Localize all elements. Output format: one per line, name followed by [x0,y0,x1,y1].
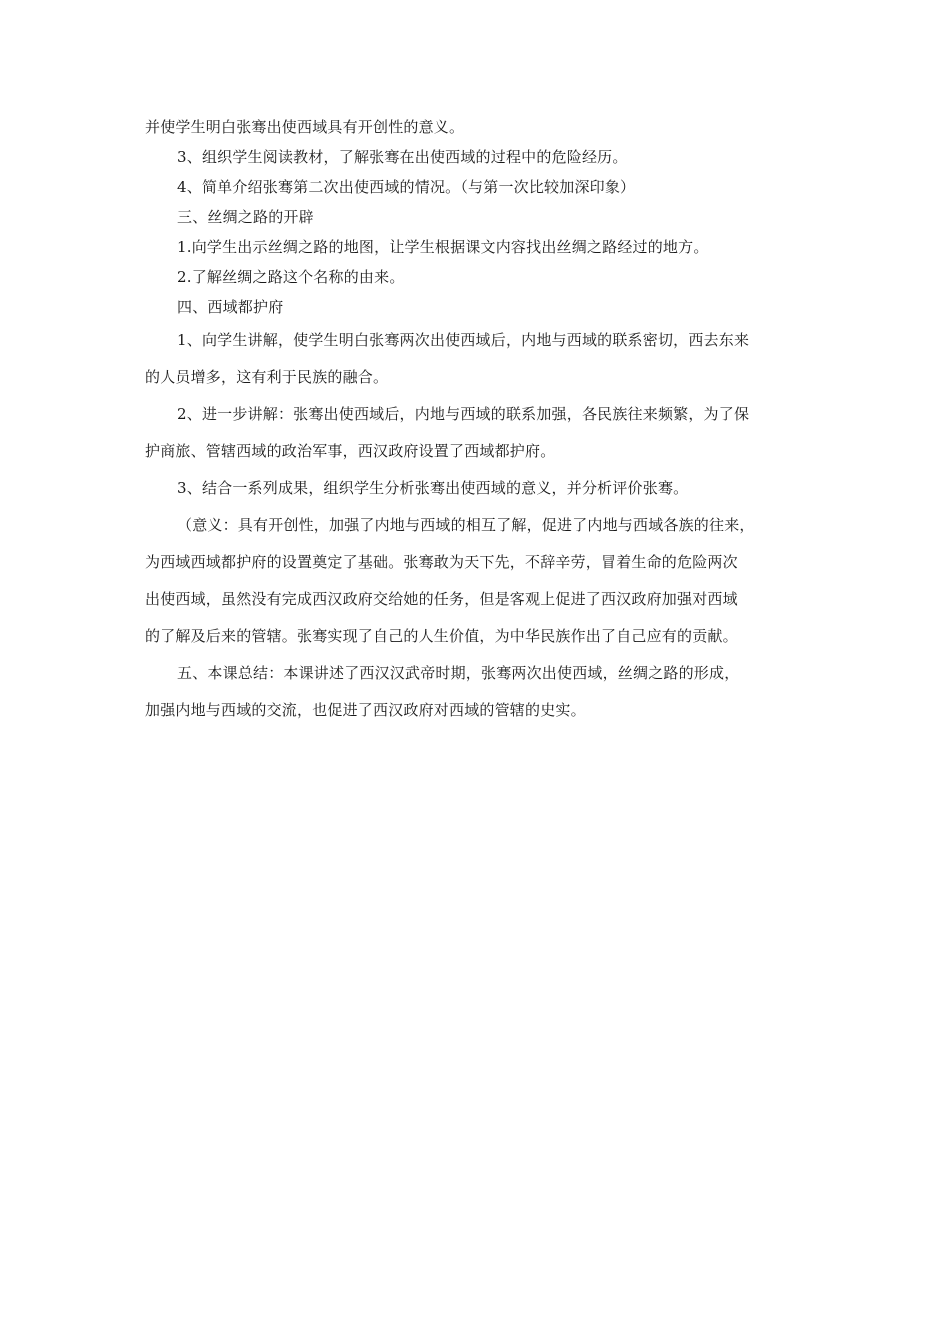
section-heading: 五、本课总结：本课讲述了西汉汉武帝时期，张骞两次出使西域，丝绸之路的形成， [177,664,740,682]
text-line: 加强内地与西域的交流，也促进了西汉政府对西域的管辖的史实。 [145,701,586,719]
text-line: 2、进一步讲解：张骞出使西域后，内地与西域的联系加强，各民族往来频繁，为了保 [177,405,750,423]
text-line: 的人员增多，这有利于民族的融合。 [145,368,389,386]
text-line: 并使学生明白张骞出使西域具有开创性的意义。 [145,118,465,136]
text-line: 3、结合一系列成果，组织学生分析张骞出使西域的意义，并分析评价张骞。 [177,479,689,497]
document-body [145,112,815,729]
section-heading: 四、西域都护府 [177,298,284,316]
text-line: 4、简单介绍张骞第二次出使西域的情况。（与第一次比较加深印象） [177,178,636,196]
text-line: 为西域西域都护府的设置奠定了基础。张骞敢为天下先，不辞辛劳，冒着生命的危险两次 [145,553,738,571]
text-line: 2.了解丝绸之路这个名称的由来。 [177,268,405,286]
section-heading: 三、丝绸之路的开辟 [177,208,314,226]
text-line: 1、向学生讲解，使学生明白张骞两次出使西域后，内地与西域的联系密切，西去东来 [177,331,750,349]
text-line: 护商旅、管辖西域的政治军事，西汉政府设置了西域都护府。 [145,442,556,460]
text-line: 出使西域，虽然没有完成西汉政府交给她的任务，但是客观上促进了西汉政府加强对西域 [145,590,738,608]
text-line: 的了解及后来的管辖。张骞实现了自己的人生价值，为中华民族作出了自己应有的贡献。 [145,627,738,645]
text-line: 1.向学生出示丝绸之路的地图，让学生根据课文内容找出丝绸之路经过的地方。 [177,238,709,256]
text-line: 3、组织学生阅读教材，了解张骞在出使西域的过程中的危险经历。 [177,148,628,166]
text-line: （意义：具有开创性，加强了内地与西域的相互了解，促进了内地与西域各族的往来， [177,516,755,534]
